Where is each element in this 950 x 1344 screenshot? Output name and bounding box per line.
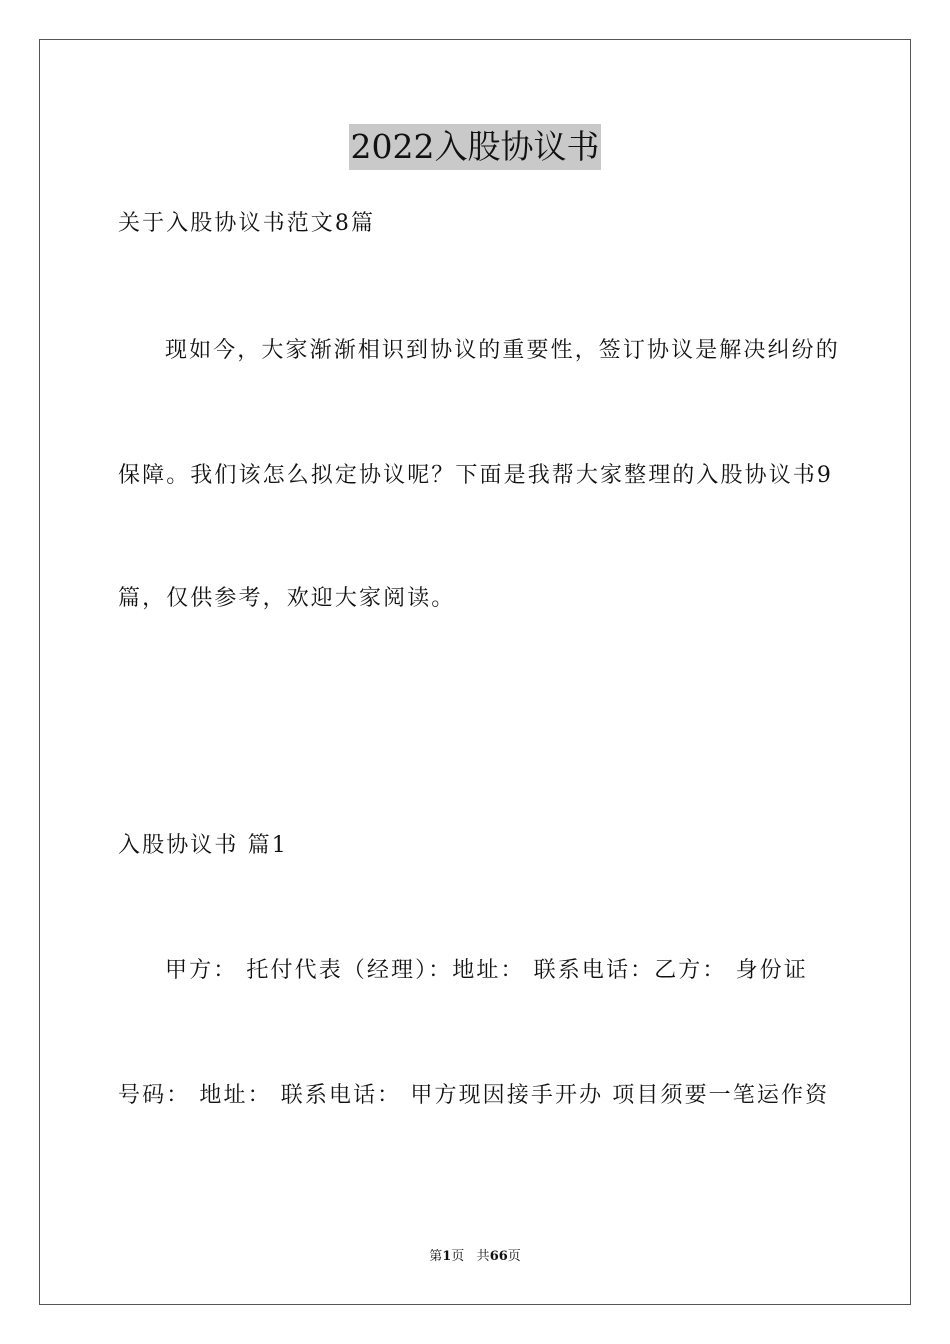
paragraph-line-2: 保障。我们该怎么拟定协议呢？下面是我帮大家整理的入股协议书9 [118,463,833,488]
page-footer [0,1248,950,1266]
document-subtitle: 关于入股协议书范文8篇 [118,211,376,236]
title-container [0,124,950,170]
section-line-1: 甲方： 托付代表（经理）：地址： 联系电话：乙方： 身份证 [165,958,808,983]
section-line-2: 号码： 地址： 联系电话： 甲方现因接手开办 项目须要一笔运作资 [118,1083,830,1108]
document-title: 2022入股协议书 [349,124,602,170]
footer-total-suffix: 页 [507,1249,521,1264]
section-heading: 入股协议书 篇1 [118,833,288,858]
footer-total-pages: 66 [489,1249,508,1264]
footer-page-number: 1 [442,1249,452,1264]
paragraph-line-3: 篇，仅供参考，欢迎大家阅读。 [118,586,456,611]
footer-page-prefix: 第 [429,1249,443,1264]
footer-page-suffix: 页 [451,1249,465,1264]
footer-total-prefix: 共 [476,1249,490,1264]
paragraph-line-1: 现如今，大家渐渐相识到协议的重要性，签订协议是解决纠纷的 [165,338,840,363]
